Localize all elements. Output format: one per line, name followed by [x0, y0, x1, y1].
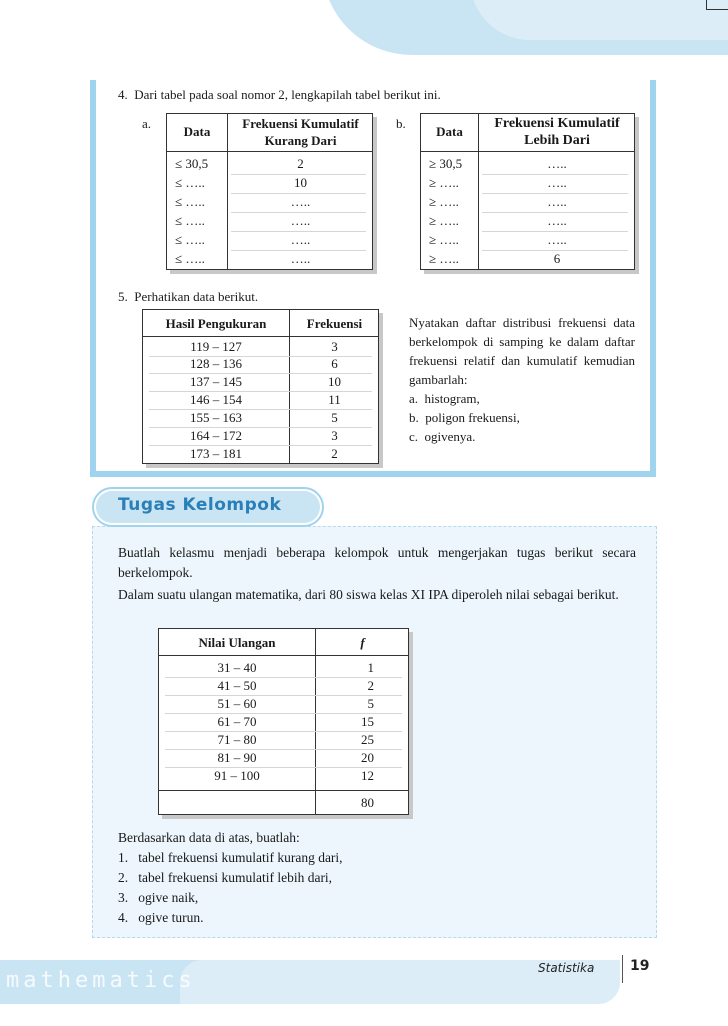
table-scores-body: [159, 656, 408, 790]
table-cell: …..: [290, 232, 311, 247]
label-b: b.: [396, 116, 406, 131]
list-item: 3. ogive naik,: [118, 890, 199, 905]
col-data: Data: [436, 124, 463, 139]
table-cell: 20: [361, 750, 374, 765]
group-task-intro: Buatlah kelasmu menjadi beberapa kelompok untuk mengerjakan tugas berikut secara berkelompok.: [118, 545, 636, 580]
table-cell: ≥ 30,5: [429, 156, 463, 171]
table-cell: 3: [331, 428, 338, 443]
table-cell: …..: [547, 156, 567, 171]
q5-item-list: [409, 389, 520, 446]
table-cell: 5: [367, 696, 374, 711]
table-cell: 2: [331, 446, 338, 461]
crop-mark: [706, 0, 728, 10]
col-measurement: Hasil Pengukuran: [165, 316, 267, 331]
label-a: a.: [142, 116, 152, 131]
table-cell: ≤ …..: [175, 213, 205, 228]
page-number: 19: [630, 958, 650, 974]
table-cell: …..: [547, 232, 567, 247]
table-q5-body: [143, 337, 378, 463]
table-cell: 31 – 40: [217, 660, 257, 675]
question-5: 5. Perhatikan data berikut.: [118, 289, 259, 304]
table-measurement: [142, 309, 379, 464]
table-b-body: [421, 152, 634, 269]
table-cell: 81 – 90: [217, 750, 257, 765]
table-cell: ≥ …..: [429, 251, 459, 266]
col-data: Data: [183, 124, 211, 139]
table-cell: ≤ …..: [175, 232, 205, 247]
table-cell: 15: [361, 714, 374, 729]
table-cell: 6: [553, 251, 561, 266]
page-divider: [622, 955, 623, 983]
table-a-body: [167, 152, 372, 269]
group-task-context: Dalam suatu ulangan matematika, dari 80 siswa kelas XI IPA diperoleh nilai sebagai berikut.: [118, 587, 619, 602]
section-label: Statistika: [538, 961, 595, 975]
list-item: 1. tabel frekuensi kumulatif kurang dari,: [118, 850, 343, 865]
col-frequency: Frekuensi: [306, 316, 363, 331]
list-item: 4. ogive turun.: [118, 910, 204, 925]
table-cell: …..: [547, 213, 567, 228]
table-cell: 146 – 154: [190, 392, 242, 407]
top-blob-light: [470, 0, 728, 40]
table-cell: 3: [331, 339, 338, 354]
table-cell: 164 – 172: [190, 428, 242, 443]
group-task-list: [118, 848, 343, 928]
table-cell: 12: [361, 768, 374, 783]
table-cell: 41 – 50: [217, 678, 257, 693]
total-value: 80: [361, 795, 374, 810]
table-cell: 71 – 80: [217, 732, 257, 747]
table-scores: [158, 628, 409, 815]
col-freq: Frekuensi Kumulatif: [494, 116, 620, 131]
col-freq-sub: Kurang Dari: [264, 133, 337, 148]
table-cumulative-more: [420, 113, 635, 270]
table-cell: 137 – 145: [190, 374, 242, 389]
table-cell: …..: [290, 251, 311, 266]
q5-instruction: Nyatakan daftar distribusi frekuensi data berkelompok di samping ke dalam daftar frekuensi relatif dan kumulatif kemudian gambarlah:: [409, 315, 635, 387]
table-cell: 6: [331, 356, 338, 371]
table-cell: 128 – 136: [190, 356, 242, 371]
list-item: a. histogram,: [409, 391, 480, 406]
table-cell: 11: [328, 392, 341, 407]
table-cell: …..: [290, 213, 311, 228]
table-cell: …..: [290, 194, 311, 209]
table-cumulative-less: [166, 113, 373, 270]
list-item: b. poligon frekuensi,: [409, 410, 520, 425]
table-cell: 2: [297, 156, 304, 171]
table-cell: 5: [331, 410, 338, 425]
table-cell: 10: [328, 374, 341, 389]
col-score: Nilai Ulangan: [198, 635, 276, 650]
list-item: c. ogivenya.: [409, 429, 476, 444]
table-cell: 173 – 181: [190, 446, 242, 461]
table-cell: 91 – 100: [214, 768, 260, 783]
table-cell: ≥ …..: [429, 175, 459, 190]
watermark: mathematics: [6, 968, 196, 993]
question-4: 4. Dari tabel pada soal nomor 2, lengkapilah tabel berikut ini.: [118, 87, 441, 102]
group-task-prompt: Berdasarkan data di atas, buatlah:: [118, 830, 300, 845]
table-cell: 1: [367, 660, 374, 675]
table-cell: ≤ 30,5: [175, 156, 209, 171]
col-f: f: [360, 635, 365, 650]
table-cell: …..: [547, 194, 567, 209]
col-freq: Frekuensi Kumulatif: [242, 116, 359, 131]
table-cell: ≤ …..: [175, 251, 205, 266]
col-freq-sub: Lebih Dari: [524, 133, 590, 148]
table-cell: ≤ …..: [175, 175, 205, 190]
table-cell: …..: [547, 175, 567, 190]
table-cell: 155 – 163: [190, 410, 242, 425]
table-cell: 61 – 70: [217, 714, 257, 729]
group-task-title: Tugas Kelompok: [118, 495, 282, 515]
table-cell: 119 – 127: [190, 339, 242, 354]
table-cell: 10: [294, 175, 307, 190]
list-item: 2. tabel frekuensi kumulatif lebih dari,: [118, 870, 333, 885]
table-cell: 2: [367, 678, 374, 693]
table-cell: ≤ …..: [175, 194, 205, 209]
table-cell: ≥ …..: [429, 213, 459, 228]
table-cell: 51 – 60: [217, 696, 257, 711]
table-cell: ≥ …..: [429, 232, 459, 247]
total-divider: [159, 790, 408, 791]
table-cell: 25: [361, 732, 374, 747]
table-cell: ≥ …..: [429, 194, 459, 209]
